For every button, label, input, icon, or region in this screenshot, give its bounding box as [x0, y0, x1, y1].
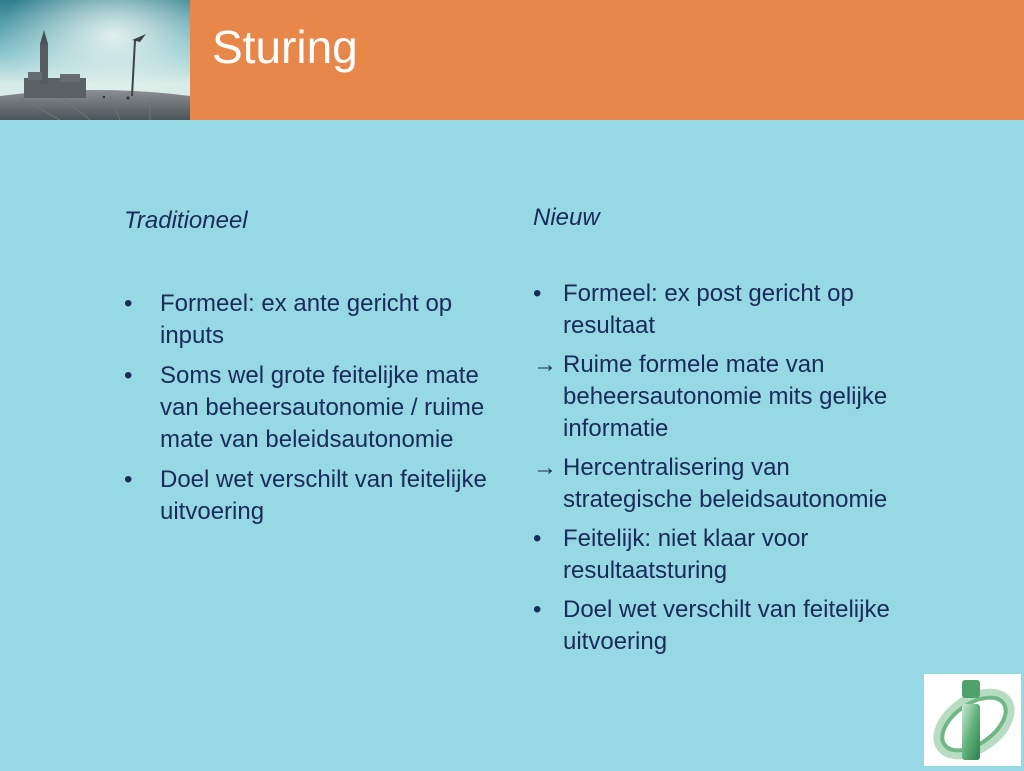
- arrow-right-icon: →: [533, 351, 557, 378]
- list-item-text: Formeel: ex post gericht op resultaat: [563, 280, 854, 339]
- bullet-marker: •: [124, 362, 133, 389]
- list-item: [124, 288, 504, 352]
- slide-header: [0, 0, 1024, 120]
- bullet-marker: •: [533, 525, 542, 552]
- list-item: [533, 349, 893, 445]
- left-column-heading: Traditioneel: [124, 207, 248, 234]
- list-item-text: Soms wel grote feitelijke mate van beheersautonomie / ruime mate van beleidsautonomie: [160, 362, 485, 453]
- green-i-logo-icon: [924, 674, 1021, 766]
- title-bar: [190, 0, 1024, 120]
- list-item-text: Doel wet verschilt van feitelijke uitvoering: [160, 466, 487, 525]
- list-item-text: Hercentralisering van strategische beleidsautonomie: [563, 454, 888, 513]
- right-column-list: [533, 278, 893, 665]
- arrow-right-icon: →: [533, 454, 557, 481]
- bullet-marker: •: [124, 290, 133, 317]
- left-column-list: [124, 288, 504, 536]
- list-item: [124, 464, 504, 528]
- bullet-marker: •: [533, 280, 542, 307]
- bullet-marker: •: [124, 466, 133, 493]
- list-item: [533, 452, 893, 516]
- list-item-text: Ruime formele mate van beheersautonomie mits gelijke informatie: [563, 351, 888, 442]
- list-item-text: Doel wet verschilt van feitelijke uitvoering: [563, 596, 890, 655]
- list-item: [124, 360, 504, 456]
- list-item: [533, 523, 893, 587]
- city-square-photo-icon: [0, 0, 190, 120]
- list-item: [533, 594, 893, 658]
- list-item-text: Feitelijk: niet klaar voor resultaatsturing: [563, 525, 809, 584]
- slide-title: Sturing: [212, 21, 358, 73]
- list-item: [533, 278, 893, 342]
- right-column-heading: Nieuw: [533, 204, 600, 231]
- bullet-marker: •: [533, 596, 542, 623]
- list-item-text: Formeel: ex ante gericht op inputs: [160, 290, 453, 349]
